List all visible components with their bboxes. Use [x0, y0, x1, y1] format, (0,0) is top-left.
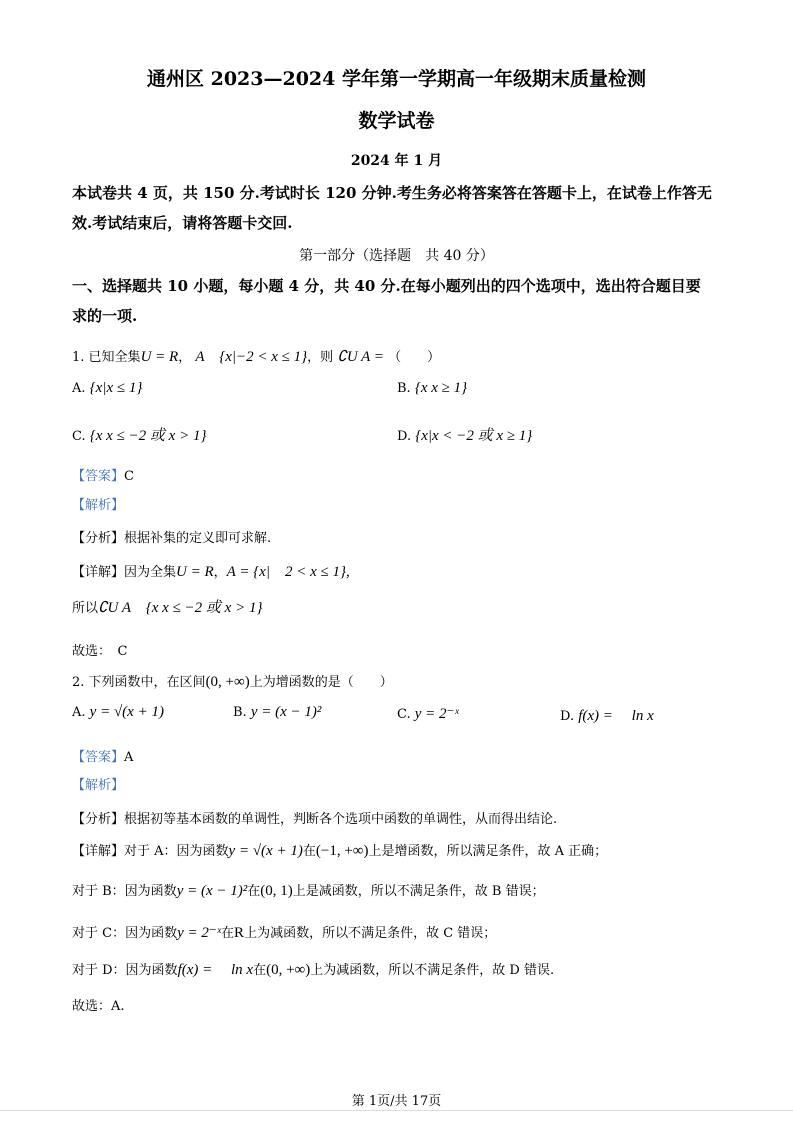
q1-fenxi — [72, 527, 271, 546]
exam-title: 通州区 2023—2024 学年第一学期高一年级期末质量检测 — [147, 68, 646, 90]
q2-detail-a — [72, 840, 607, 860]
footer-divider — [0, 1110, 793, 1111]
detail-text: 上为减函数，所以不满足条件，故 C 错误； — [244, 926, 497, 941]
option-label: C. — [397, 707, 411, 722]
detail-text: ， — [213, 565, 227, 580]
answer-value: C — [124, 469, 134, 484]
stem-text: 下列函数中，在区间 — [88, 675, 206, 690]
answer-tag: 【答案】 — [72, 469, 125, 484]
part-title: 第一部分（选择题 共 40 分） — [299, 248, 494, 264]
question-number: 1. — [72, 350, 85, 365]
math-expression: (0, +∞) — [266, 962, 311, 978]
detail-tag: 【详解】 — [72, 844, 125, 859]
option-math: {x x ≤ −2 或 x > 1} — [89, 428, 207, 444]
q2-detail-b — [72, 880, 545, 900]
option-label: C. — [72, 429, 86, 444]
math-expression: f(x) = ln x — [177, 962, 254, 978]
q1-option-b — [397, 380, 467, 397]
q1-detail — [72, 560, 350, 581]
option-label: D. — [560, 709, 575, 724]
question-number: 2. — [72, 675, 85, 690]
q2-detail-c — [72, 922, 496, 942]
q1-option-a — [72, 380, 142, 397]
q2-option-b — [233, 704, 321, 721]
exam-subtitle: 数学试卷 — [358, 110, 435, 132]
q1-analysis-tag: 【解析】 — [72, 498, 125, 513]
q2-option-d — [560, 704, 654, 725]
stem-text: 上为增函数的是（ ） — [249, 675, 393, 690]
section-desc-line-1: 一、选择题共 10 小题，每小题 4 分，共 40 分.在每小题列出的四个选项中，选出符合题目要 — [72, 277, 701, 295]
math-expression: ∁U A = — [337, 349, 384, 365]
detail-text: 对于 C：因为函数 — [72, 926, 178, 941]
detail-text: 在 — [221, 926, 235, 941]
math-expression: (0, 1) — [260, 883, 293, 899]
q2-fenxi — [72, 808, 557, 827]
fenxi-text: 根据补集的定义即可求解. — [124, 531, 272, 546]
option-math: f(x) = ln x — [578, 708, 654, 724]
question-1-stem: 1. 已知全集U = R， A {x|−2 < x ≤ 1}，则 ∁U A = （ ） — [72, 349, 441, 365]
math-expression: U = R — [140, 349, 179, 365]
q2-choose: 故选：A. — [72, 999, 125, 1014]
math-expression: U = R — [176, 564, 214, 580]
math-expression: y = √(x + 1) — [228, 843, 303, 859]
conclusion-text: 所以 — [72, 601, 99, 616]
option-math: y = (x − 1)² — [250, 704, 322, 720]
math-expression: y = 2⁻ˣ — [177, 925, 222, 941]
instructions-line-2: 效.考试结束后，请将答题卡交回. — [72, 214, 293, 232]
answer-paren: （ ） — [388, 350, 441, 365]
q1-choose: 故选： C — [72, 644, 128, 659]
fenxi-text: 根据初等基本函数的单调性，判断各个选项中函数的单调性，从而得出结论. — [124, 812, 558, 827]
q1-answer — [72, 465, 134, 484]
q1-option-d — [397, 424, 532, 445]
question-2-stem — [72, 671, 393, 691]
option-label: A. — [72, 705, 86, 720]
answer-tag: 【答案】 — [72, 750, 125, 765]
math-expression: A = {x| 2 < x ≤ 1}, — [226, 564, 350, 580]
q2-option-a — [72, 704, 164, 721]
q1-conclusion — [72, 596, 262, 617]
detail-text: 上为减函数，所以不满足条件，故 D 错误. — [310, 963, 555, 978]
section-desc-line-2: 求的一项. — [72, 307, 138, 325]
math-expression: ∁U A {x x ≤ −2 或 x > 1} — [98, 600, 263, 616]
detail-text: 在 — [247, 884, 261, 899]
q2-detail-d — [72, 958, 554, 979]
math-expression: (−1, +∞) — [315, 843, 369, 859]
detail-text: 在 — [253, 963, 267, 978]
option-math: y = 2⁻ˣ — [414, 706, 459, 722]
q1-option-c — [72, 424, 206, 445]
fenxi-tag: 【分析】 — [72, 531, 125, 546]
option-math: {x|x < −2 或 x ≥ 1} — [415, 428, 533, 444]
math-expression: A {x|−2 < x ≤ 1} — [195, 349, 308, 365]
q2-answer — [72, 746, 133, 765]
instructions-line-1: 本试卷共 4 页，共 150 分.考试时长 120 分钟.考生务必将答案答在答题卡上，在试卷上作答无 — [72, 184, 712, 202]
option-label: A. — [72, 381, 86, 396]
detail-text: 在 — [302, 844, 316, 859]
option-math: {x|x ≤ 1} — [89, 380, 143, 396]
detail-tag: 【详解】 — [72, 565, 125, 580]
page-number: 第 1页/共 17页 — [351, 1094, 442, 1109]
math-expression: (0, +∞) — [205, 674, 250, 690]
math-expression: y = (x − 1)² — [176, 883, 248, 899]
detail-text: 因为全集 — [124, 565, 177, 580]
stem-text: 已知全集 — [88, 350, 141, 365]
option-label: D. — [397, 429, 412, 444]
detail-text: 对于 B：因为函数 — [72, 884, 177, 899]
option-math: y = √(x + 1) — [89, 704, 164, 720]
option-math: {x x ≥ 1} — [414, 380, 468, 396]
answer-value: A — [124, 750, 134, 765]
q2-analysis-tag: 【解析】 — [72, 778, 125, 793]
exam-date: 2024 年 1 月 — [350, 153, 443, 169]
detail-text: 上是增函数，所以满足条件，故 A 正确； — [368, 844, 608, 859]
option-label: B. — [233, 705, 247, 720]
stem-text: ，则 — [307, 350, 334, 365]
detail-text: 对于 A：因为函数 — [124, 844, 229, 859]
option-label: B. — [397, 381, 411, 396]
detail-text: 上是减函数，所以不满足条件，故 B 错误； — [292, 884, 545, 899]
math-expression: R — [234, 925, 245, 941]
detail-text: 对于 D：因为函数 — [72, 963, 178, 978]
q2-option-c — [397, 704, 459, 723]
fenxi-tag: 【分析】 — [72, 812, 125, 827]
